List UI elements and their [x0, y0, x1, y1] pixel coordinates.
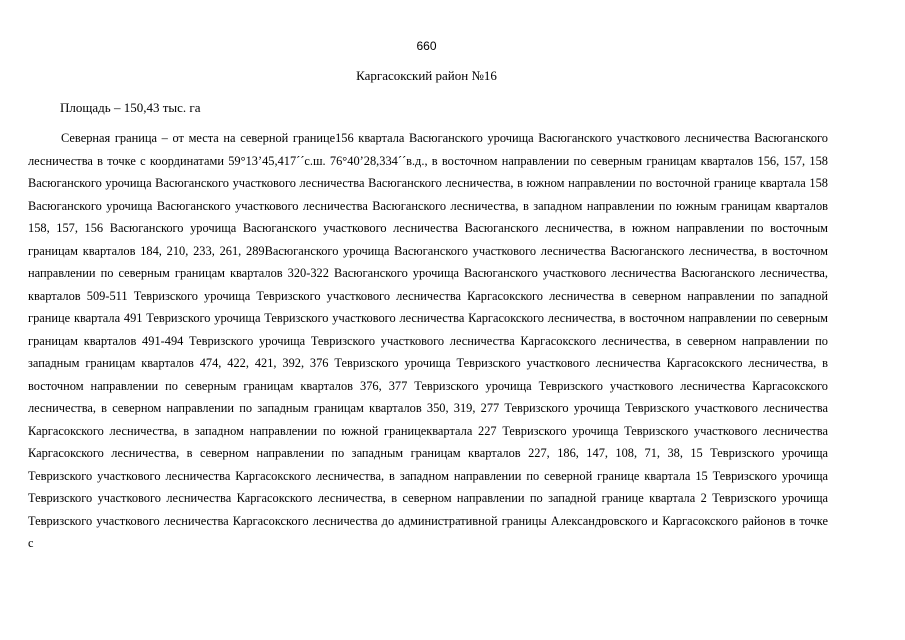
district-title: Каргасокский район №16 [356, 68, 497, 83]
northern-boundary-paragraph: Северная граница – от места на северной границе156 квартала Васюганского урочища Васюганского участкового лесничества Васюганского лесничества в точке с координатами 59°13’45,417´´с.ш. 76°40’28,334´´в.д., в восточном направлении по северным границам кварталов 156, 157, 158 Васюганского урочища Васюганского участкового лесничества Васюганского лесничества, в южном направлении по восточной границе квартала 158 Васюганского урочища Васюганского участкового лесничества Васюганского лесничества, в западном направлении по южным границам кварталов 158, 157, 156 Васюганского урочища Васюганского участкового лесничества Васюганского лесничества, в южном направлении по восточным границам кварталов 184, 210, 233, 261, 289Васюганского урочища Васюганского участкового лесничества Васюганского лесничества, в восточном направлении по северным границам кварталов 320-322 Васюганского урочища Васюганского участкового лесничества Васюганского лесничества, кварталов 509-511 Тевризского урочища Тевризского участкового лесничества Каргасокского лесничества в северном направлении по западной границе квартала 491 Тевризского урочища Тевризского участкового лесничества Каргасокского лесничества, в восточном направлении по северным границам кварталов 491-494 Тевризского урочища Тевризского участкового лесничества Каргасокского лесничества, в северном направлении по западным границам кварталов 474, 422, 421, 392, 376 Тевризского урочища Тевризского участкового лесничества Каргасокского лесничества, в восточном направлении по северным границам кварталов 376, 377 Тевризского урочища Тевризского участкового лесничества Каргасокского лесничества, в северном направлении по западным границам кварталов 350, 319, 277 Тевризского урочища Тевризского участкового лесничества Каргасокского лесничества, в западном направлении по южной границеквартала 227 Тевризского урочища Тевризского участкового лесничества Каргасокского лесничества, в северном направлении по западным границам кварталов 227, 186, 147, 108, 71, 38, 15 Тевризского урочища Тевризского участкового лесничества Каргасокского лесничества, в западном направлении по северной границе квартала 15 Тевризского урочища Тевризского участкового лесничества Каргасокского лесничества, в северном направлении по западной границе квартала 2 Тевризского урочища Тевризского участкового лесничества Каргасокского лесничества до административной границы Александровского и Каргасокского районов в точке с [28, 131, 828, 550]
area-line: Площадь – 150,43 тыс. га [60, 100, 201, 115]
page-number: 660 [416, 39, 437, 53]
